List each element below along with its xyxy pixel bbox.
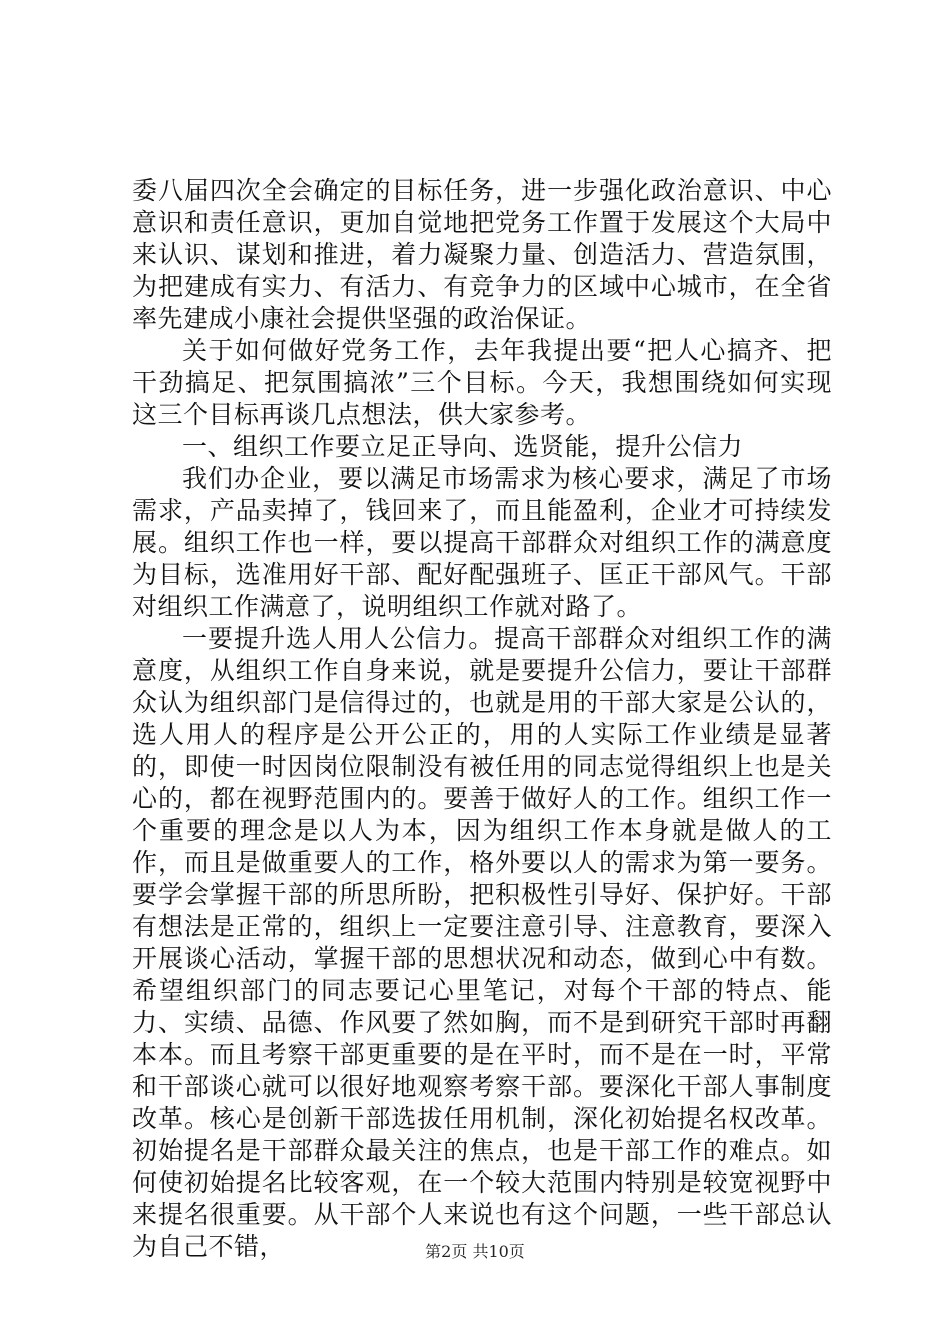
paragraph-3: 我们办企业，要以满足市场需求为核心要求，满足了市场需求，产品卖掉了，钱回来了，而且能盈利，企业才可持续发展。组织工作也一样，要以提高干部群众对组织工作的满意度为目标，选准用好干部、配好配强班子、匡正干部风气。干部对组织工作满意了，说明组织工作就对路了。 xyxy=(132,464,832,621)
page-number-footer: 第2页 共10页 xyxy=(425,1242,525,1261)
paragraph-1: 委八届四次全会确定的目标任务，进一步强化政治意识、中心意识和责任意识，更加自觉地把党务工作置于发展这个大局中来认识、谋划和推进，着力凝聚力量、创造活力、营造氛围，为把建成有实力、有活力、有竞争力的区域中心城市，在全省率先建成小康社会提供坚强的政治保证。 xyxy=(132,176,832,333)
paragraph-2: 关于如何做好党务工作，去年我提出要“把人心搞齐、把干劲搞足、把氛围搞浓”三个目标。今天，我想围绕如何实现这三个目标再谈几点想法，供大家参考。 xyxy=(132,336,832,429)
section-heading: 一、组织工作要立足正导向、选贤能，提升公信力 xyxy=(182,432,744,461)
paragraph-4: 一要提升选人用人公信力。提高干部群众对组织工作的满意度，从组织工作自身来说，就是要提升公信力，要让干部群众认为组织部门是信得过的，也就是用的干部大家是公认的，选人用人的程序是公开公正的，用的人实际工作业绩是显著的，即使一时因岗位限制没有被任用的同志觉得组织上也是关心的，都在视野范围内的。要善于做好人的工作。组织工作一个重要的理念是以人为本，因为组织工作本身就是做人的工作，而且是做重要人的工作，格外要以人的需求为第一要务。要学会掌握干部的所思所盼，把积极性引导好、保护好。干部有想法是正常的，组织上一定要注意引导、注意教育，要深入开展谈心活动，掌握干部的思想状况和动态，做到心中有数。希望组织部门的同志要记心里笔记，对每个干部的特点、能力、实绩、品德、作风要了然如胸，而不是到研究干部时再翻本本。而且考察干部更重要的是在平时，而不是在一时，平常和干部谈心就可以很好地观察考察干部。要深化干部人事制度改革。核心是创新干部选拔任用机制，深化初始提名权改革。初始提名是干部群众最关注的焦点，也是干部工作的难点。如何使初始提名比较客观，在一个较大范围内特别是较宽视野中来提名很重要。从干部个人来说也有这个问题，一些干部总认为自己不错， xyxy=(132,624,832,1261)
document-body xyxy=(132,175,832,1263)
